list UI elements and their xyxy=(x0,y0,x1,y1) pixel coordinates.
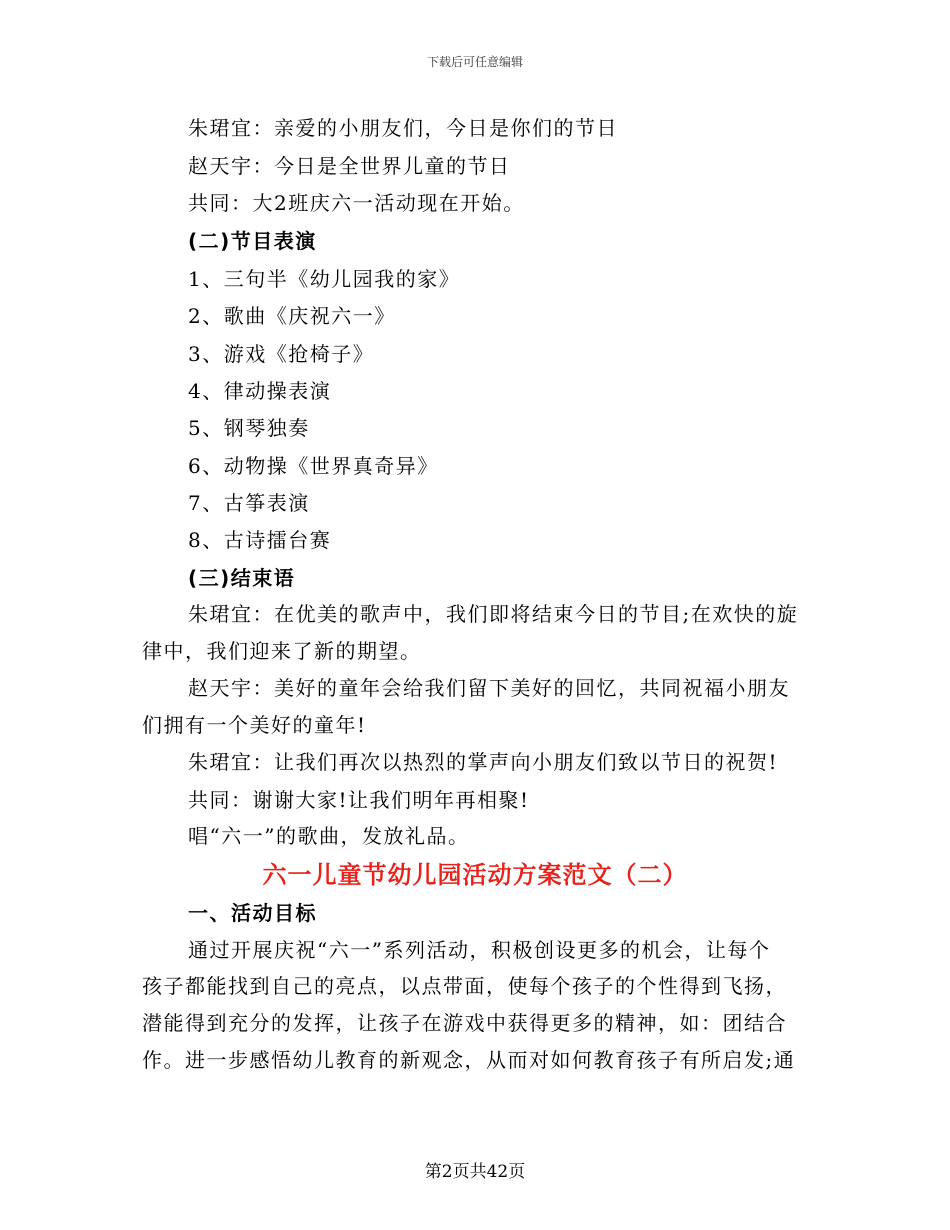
program-item: 4、律动操表演 xyxy=(188,379,332,403)
subsection-heading: (三)结束语 xyxy=(188,566,296,590)
page-header-note: 下载后可任意编辑 xyxy=(426,55,523,69)
body-paragraph-line: 孩子都能找到自己的亮点，以点带面，使每个孩子的个性得到飞扬， xyxy=(142,974,787,998)
page-footer-number: 第2页共42页 xyxy=(424,1162,526,1182)
dialogue-line: 朱珺宜：让我们再次以热烈的掌声向小朋友们致以节日的祝贺! xyxy=(188,750,779,774)
dialogue-line: 朱珺宜：亲爱的小朋友们，今日是你们的节日 xyxy=(188,116,618,140)
dialogue-line: 赵天宇：今日是全世界儿童的节日 xyxy=(188,154,511,178)
dialogue-line: 赵天宇：美好的童年会给我们留下美好的回忆，共同祝福小朋友 xyxy=(188,676,790,700)
body-paragraph-line: 通过开展庆祝“六一”系列活动，积极创设更多的机会，让每个 xyxy=(188,938,771,962)
closing-line: 唱“六一”的歌曲，发放礼品。 xyxy=(188,824,470,848)
dialogue-line-continued: 们拥有一个美好的童年! xyxy=(142,713,367,737)
body-paragraph-line: 潜能得到充分的发挥，让孩子在游戏中获得更多的精神，如：团结合 xyxy=(142,1011,787,1035)
program-item: 5、钢琴独奏 xyxy=(188,416,310,440)
program-item: 7、古筝表演 xyxy=(188,491,310,515)
dialogue-line-continued: 律中，我们迎来了新的期望。 xyxy=(142,639,422,663)
body-paragraph-line: 作。进一步感悟幼儿教育的新观念，从而对如何教育孩子有所启发;通 xyxy=(142,1048,796,1072)
program-item: 6、动物操《世界真奇异》 xyxy=(188,454,439,478)
program-item: 3、游戏《抢椅子》 xyxy=(188,342,375,366)
dialogue-line: 共同：大2班庆六一活动现在开始。 xyxy=(188,191,525,215)
subsection-heading: 一、活动目标 xyxy=(188,901,317,925)
program-item: 1、三句半《幼儿园我的家》 xyxy=(188,267,461,291)
dialogue-line: 共同：谢谢大家!让我们明年再相聚! xyxy=(188,788,530,812)
dialogue-line: 朱珺宜：在优美的歌声中，我们即将结束今日的节目;在欢快的旋 xyxy=(188,602,799,626)
program-item: 8、古诗擂台赛 xyxy=(188,528,332,552)
program-item: 2、歌曲《庆祝六一》 xyxy=(188,304,396,328)
section-title: 六一儿童节幼儿园活动方案范文（二） xyxy=(262,861,688,889)
subsection-heading: (二)节目表演 xyxy=(188,229,317,253)
